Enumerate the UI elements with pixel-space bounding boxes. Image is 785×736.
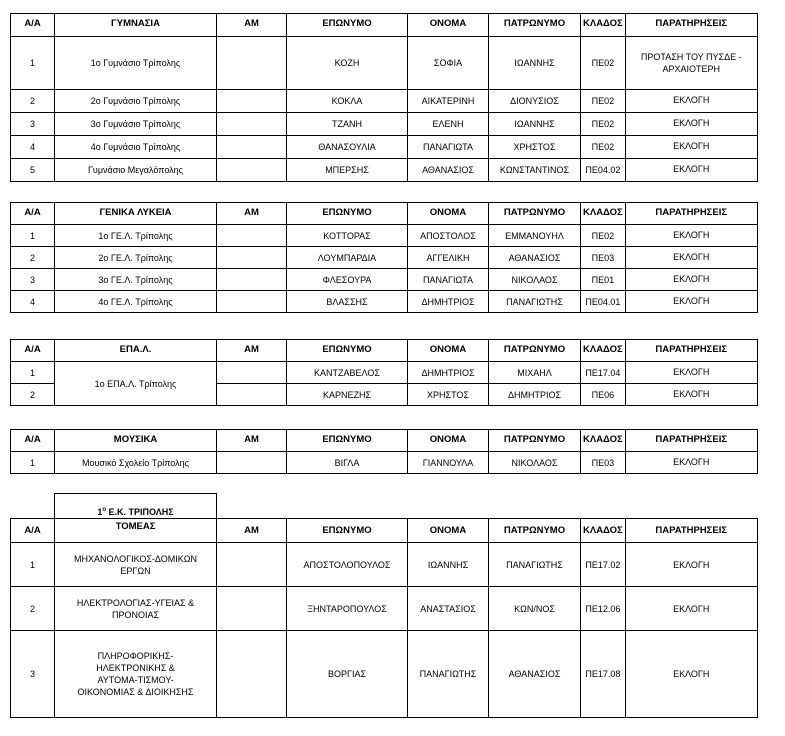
- cell-father: ΚΩΝ/ΝΟΣ: [489, 587, 581, 631]
- cell-notes: ΕΚΛΟΓΗ: [625, 247, 757, 269]
- cell-school: 1ο ΓΕ.Λ. Τρίπολης: [55, 225, 217, 247]
- header-father: ΠΑΤΡΩΝΥΜΟ: [489, 519, 581, 543]
- cell-name: ΠΑΝΑΓΙΩΤΑ: [408, 136, 489, 159]
- header-section: ΓΕΝΙΚΑ ΛΥΚΕΙΑ: [55, 203, 217, 225]
- header-am: ΑΜ: [217, 203, 287, 225]
- header-row: [11, 203, 758, 225]
- cell-name: ΙΩΑΝΝΗΣ: [408, 543, 489, 587]
- cell-aa: 3: [11, 631, 55, 718]
- header-surname: ΕΠΩΝΥΜΟ: [287, 430, 408, 452]
- cell-school: ΜΗΧΑΝΟΛΟΓΙΚΟΣ-ΔΟΜΙΚΩΝ ΕΡΓΩΝ: [55, 543, 217, 587]
- cell-am: [217, 247, 287, 269]
- cell-father: ΠΑΝΑΓΙΩΤΗΣ: [489, 543, 581, 587]
- table-row: [11, 247, 758, 269]
- cell-name: ΔΗΜΗΤΡΙΟΣ: [408, 291, 489, 313]
- cell-aa: 1: [11, 452, 55, 474]
- cell-notes: ΕΚΛΟΓΗ: [625, 587, 757, 631]
- cell-aa: 1: [11, 362, 55, 384]
- cell-aa: 4: [11, 136, 55, 159]
- ek-table: [10, 493, 758, 718]
- epal-table: [10, 339, 758, 406]
- cell-name: ΑΓΓΕΛΙΚΗ: [408, 247, 489, 269]
- cell-branch: ΠΕ17.08: [581, 631, 626, 718]
- cell-surname: ΚΟΚΛΑ: [287, 90, 408, 113]
- cell-aa: 2: [11, 90, 55, 113]
- cell-father: ΝΙΚΟΛΑΟΣ: [489, 269, 581, 291]
- cell-school: 3ο ΓΕ.Λ. Τρίπολης: [55, 269, 217, 291]
- cell-branch: ΠΕ04.01: [581, 291, 626, 313]
- gymnasia-table: [10, 13, 758, 182]
- cell-branch: ΠΕ03: [581, 452, 626, 474]
- cell-notes: ΕΚΛΟΓΗ: [625, 113, 757, 136]
- header-name: ΟΝΟΜΑ: [408, 519, 489, 543]
- cell-surname: ΒΟΡΓΙΑΣ: [287, 631, 408, 718]
- header-row: [11, 519, 758, 543]
- cell-aa: 4: [11, 291, 55, 313]
- header-am: ΑΜ: [217, 340, 287, 362]
- cell-father: ΕΜΜΑΝΟΥΗΛ: [489, 225, 581, 247]
- cell-school: 2ο ΓΕ.Λ. Τρίπολης: [55, 247, 217, 269]
- cell-surname: ΚΑΡΝΕΖΗΣ: [287, 384, 408, 406]
- header-aa: Α/Α: [11, 519, 55, 543]
- lykeia-table: [10, 202, 758, 313]
- cell-am: [217, 291, 287, 313]
- cell-aa: 3: [11, 269, 55, 291]
- cell-father: ΝΙΚΟΛΑΟΣ: [489, 452, 581, 474]
- header-notes: ΠΑΡΑΤΗΡΗΣΕΙΣ: [625, 14, 757, 37]
- header-aa: Α/Α: [11, 340, 55, 362]
- table-row: [11, 543, 758, 587]
- cell-aa: 1: [11, 37, 55, 90]
- header-aa: Α/Α: [11, 430, 55, 452]
- cell-am: [217, 631, 287, 718]
- cell-father: ΑΘΑΝΑΣΙΟΣ: [489, 247, 581, 269]
- cell-branch: ΠΕ02: [581, 37, 626, 90]
- header-father: ΠΑΤΡΩΝΥΜΟ: [489, 430, 581, 452]
- cell-surname: ΜΠΕΡΣΗΣ: [287, 159, 408, 182]
- table-row: [11, 225, 758, 247]
- cell-notes: ΕΚΛΟΓΗ: [625, 362, 757, 384]
- cell-am: [217, 113, 287, 136]
- cell-school: 3ο Γυμνάσιο Τρίπολης: [55, 113, 217, 136]
- mousika-table: [10, 429, 758, 474]
- table-row: [11, 37, 758, 90]
- header-section: ΕΠΑ.Λ.: [55, 340, 217, 362]
- cell-aa: 2: [11, 384, 55, 406]
- cell-notes: ΕΚΛΟΓΗ: [625, 90, 757, 113]
- cell-notes: ΕΚΛΟΓΗ: [625, 631, 757, 718]
- header-am: ΑΜ: [217, 430, 287, 452]
- cell-school: 2ο Γυμνάσιο Τρίπολης: [55, 90, 217, 113]
- cell-school: 1ο Γυμνάσιο Τρίπολης: [55, 37, 217, 90]
- cell-surname: ΒΛΑΣΣΗΣ: [287, 291, 408, 313]
- table-row: [11, 90, 758, 113]
- cell-branch: ΠΕ02: [581, 136, 626, 159]
- cell-notes: ΕΚΛΟΓΗ: [625, 225, 757, 247]
- header-name: ΟΝΟΜΑ: [408, 430, 489, 452]
- header-notes: ΠΑΡΑΤΗΡΗΣΕΙΣ: [625, 430, 757, 452]
- cell-name: ΣΟΦΙΑ: [408, 37, 489, 90]
- header-surname: ΕΠΩΝΥΜΟ: [287, 14, 408, 37]
- cell-school: 4ο ΓΕ.Λ. Τρίπολης: [55, 291, 217, 313]
- cell-name: ΑΠΟΣΤΟΛΟΣ: [408, 225, 489, 247]
- cell-surname: ΚΑΝΤΖΑΒΕΛΟΣ: [287, 362, 408, 384]
- cell-am: [217, 225, 287, 247]
- header-father: ΠΑΤΡΩΝΥΜΟ: [489, 14, 581, 37]
- header-am: ΑΜ: [217, 519, 287, 543]
- cell-am: [217, 384, 287, 406]
- header-surname: ΕΠΩΝΥΜΟ: [287, 203, 408, 225]
- header-notes: ΠΑΡΑΤΗΡΗΣΕΙΣ: [625, 340, 757, 362]
- header-branch: ΚΛΑΔΟΣ: [581, 203, 626, 225]
- header-surname: ΕΠΩΝΥΜΟ: [287, 340, 408, 362]
- cell-school: ΠΛΗΡΟΦΟΡΙΚΗΣ-ΗΛΕΚΤΡΟΝΙΚΗΣ & ΑΥΤΟΜΑ-ΤΙΣΜΟΥ- ΟΙΚΟΝΟΜΙΑΣ & ΔΙΟΙΚΗΣΗΣ: [55, 631, 217, 718]
- header-aa: Α/Α: [11, 14, 55, 37]
- header-name: ΟΝΟΜΑ: [408, 340, 489, 362]
- header-section: ΓΥΜΝΑΣΙΑ: [55, 14, 217, 37]
- table-row: [11, 159, 758, 182]
- cell-am: [217, 587, 287, 631]
- cell-aa: 5: [11, 159, 55, 182]
- cell-notes: ΠΡΟΤΑΣΗ ΤΟΥ ΠΥΣΔΕ - ΑΡΧΑΙΟΤΕΡΗ: [625, 37, 757, 90]
- cell-am: [217, 362, 287, 384]
- cell-name: ΠΑΝΑΓΙΩΤΑ: [408, 269, 489, 291]
- cell-surname: ΚΟΖΗ: [287, 37, 408, 90]
- header-branch: ΚΛΑΔΟΣ: [581, 340, 626, 362]
- cell-name: ΠΑΝΑΓΙΩΤΗΣ: [408, 631, 489, 718]
- cell-branch: ΠΕ06: [581, 384, 626, 406]
- cell-am: [217, 269, 287, 291]
- cell-notes: ΕΚΛΟΓΗ: [625, 291, 757, 313]
- header-branch: ΚΛΑΔΟΣ: [581, 14, 626, 37]
- header-section: ΜΟΥΣΙΚΑ: [55, 430, 217, 452]
- cell-surname: ΛΟΥΜΠΑΡΔΙΑ: [287, 247, 408, 269]
- header-row: [11, 430, 758, 452]
- cell-branch: ΠΕ17.02: [581, 543, 626, 587]
- header-branch: ΚΛΑΔΟΣ: [581, 519, 626, 543]
- cell-branch: ΠΕ01: [581, 269, 626, 291]
- header-surname: ΕΠΩΝΥΜΟ: [287, 519, 408, 543]
- cell-school: 4ο Γυμνάσιο Τρίπολης: [55, 136, 217, 159]
- cell-aa: 1: [11, 543, 55, 587]
- table-row: [11, 587, 758, 631]
- cell-aa: 3: [11, 113, 55, 136]
- header-am: ΑΜ: [217, 14, 287, 37]
- header-section: ΤΟΜΕΑΣ: [55, 519, 217, 543]
- cell-father: ΙΩΑΝΝΗΣ: [489, 37, 581, 90]
- cell-branch: ΠΕ02: [581, 113, 626, 136]
- cell-notes: ΕΚΛΟΓΗ: [625, 543, 757, 587]
- cell-aa: 2: [11, 587, 55, 631]
- cell-father: ΧΡΗΣΤΟΣ: [489, 136, 581, 159]
- header-row: [11, 14, 758, 37]
- cell-surname: ΤΖΑΝΗ: [287, 113, 408, 136]
- cell-father: ΙΩΑΝΝΗΣ: [489, 113, 581, 136]
- cell-am: [217, 159, 287, 182]
- table-row: [11, 631, 758, 718]
- cell-name: ΓΙΑΝΝΟΥΛΑ: [408, 452, 489, 474]
- table-row: [11, 362, 758, 384]
- cell-branch: ΠΕ03: [581, 247, 626, 269]
- cell-am: [217, 452, 287, 474]
- cell-notes: ΕΚΛΟΓΗ: [625, 269, 757, 291]
- cell-am: [217, 37, 287, 90]
- cell-aa: 2: [11, 247, 55, 269]
- header-name: ΟΝΟΜΑ: [408, 203, 489, 225]
- cell-surname: ΘΑΝΑΣΟΥΛΙΑ: [287, 136, 408, 159]
- header-father: ΠΑΤΡΩΝΥΜΟ: [489, 340, 581, 362]
- cell-father: ΔΙΟΝΥΣΙΟΣ: [489, 90, 581, 113]
- header-father: ΠΑΤΡΩΝΥΜΟ: [489, 203, 581, 225]
- cell-name: ΧΡΗΣΤΟΣ: [408, 384, 489, 406]
- cell-school: Γυμνάσιο Μεγαλόπολης: [55, 159, 217, 182]
- cell-surname: ΞΗΝΤΑΡΟΠΟΥΛΟΣ: [287, 587, 408, 631]
- cell-branch: ΠΕ02: [581, 225, 626, 247]
- cell-branch: ΠΕ04.02: [581, 159, 626, 182]
- cell-father: ΠΑΝΑΓΙΩΤΗΣ: [489, 291, 581, 313]
- cell-school: ΗΛΕΚΤΡΟΛΟΓΙΑΣ-ΥΓΕΙΑΣ & ΠΡΟΝΟΙΑΣ: [55, 587, 217, 631]
- cell-notes: ΕΚΛΟΓΗ: [625, 384, 757, 406]
- header-row: [11, 340, 758, 362]
- header-name: ΟΝΟΜΑ: [408, 14, 489, 37]
- cell-surname: ΦΛΕΣΟΥΡΑ: [287, 269, 408, 291]
- cell-am: [217, 90, 287, 113]
- cell-branch: ΠΕ12.06: [581, 587, 626, 631]
- cell-father: ΔΗΜΗΤΡΙΟΣ: [489, 384, 581, 406]
- caption-row: [11, 494, 758, 519]
- cell-notes: ΕΚΛΟΓΗ: [625, 452, 757, 474]
- cell-notes: ΕΚΛΟΓΗ: [625, 159, 757, 182]
- cell-name: ΑΝΑΣΤΑΣΙΟΣ: [408, 587, 489, 631]
- cell-aa: 1: [11, 225, 55, 247]
- header-aa: Α/Α: [11, 203, 55, 225]
- cell-school: Μουσικό Σχολείο Τρίπολης: [55, 452, 217, 474]
- header-notes: ΠΑΡΑΤΗΡΗΣΕΙΣ: [625, 519, 757, 543]
- cell-name: ΔΗΜΗΤΡΙΟΣ: [408, 362, 489, 384]
- cell-father: ΑΘΑΝΑΣΙΟΣ: [489, 631, 581, 718]
- cell-branch: ΠΕ17.04: [581, 362, 626, 384]
- cell-father: ΚΩΝΣΤΑΝΤΙΝΟΣ: [489, 159, 581, 182]
- cell-branch: ΠΕ02: [581, 90, 626, 113]
- cell-name: ΑΘΑΝΑΣΙΟΣ: [408, 159, 489, 182]
- cell-surname: ΑΠΟΣΤΟΛΟΠΟΥΛΟΣ: [287, 543, 408, 587]
- cell-am: [217, 543, 287, 587]
- table-row: [11, 291, 758, 313]
- cell-surname: ΒΙΓΛΑ: [287, 452, 408, 474]
- cell-notes: ΕΚΛΟΓΗ: [625, 136, 757, 159]
- cell-am: [217, 136, 287, 159]
- cell-name: ΑΙΚΑΤΕΡΙΝΗ: [408, 90, 489, 113]
- table-row: [11, 452, 758, 474]
- header-branch: ΚΛΑΔΟΣ: [581, 430, 626, 452]
- cell-school: 1ο ΕΠΑ.Λ. Τρίπολης: [55, 362, 217, 406]
- cell-surname: ΚΟΤΤΟΡΑΣ: [287, 225, 408, 247]
- table-row: [11, 113, 758, 136]
- table-row: [11, 136, 758, 159]
- header-notes: ΠΑΡΑΤΗΡΗΣΕΙΣ: [625, 203, 757, 225]
- cell-name: ΕΛΕΝΗ: [408, 113, 489, 136]
- cell-father: ΜΙΧΑΗΛ: [489, 362, 581, 384]
- ek-caption: $1^o$ Ε.Κ. ΤΡΙΠΟΛΗΣ: [55, 494, 217, 519]
- table-row: [11, 269, 758, 291]
